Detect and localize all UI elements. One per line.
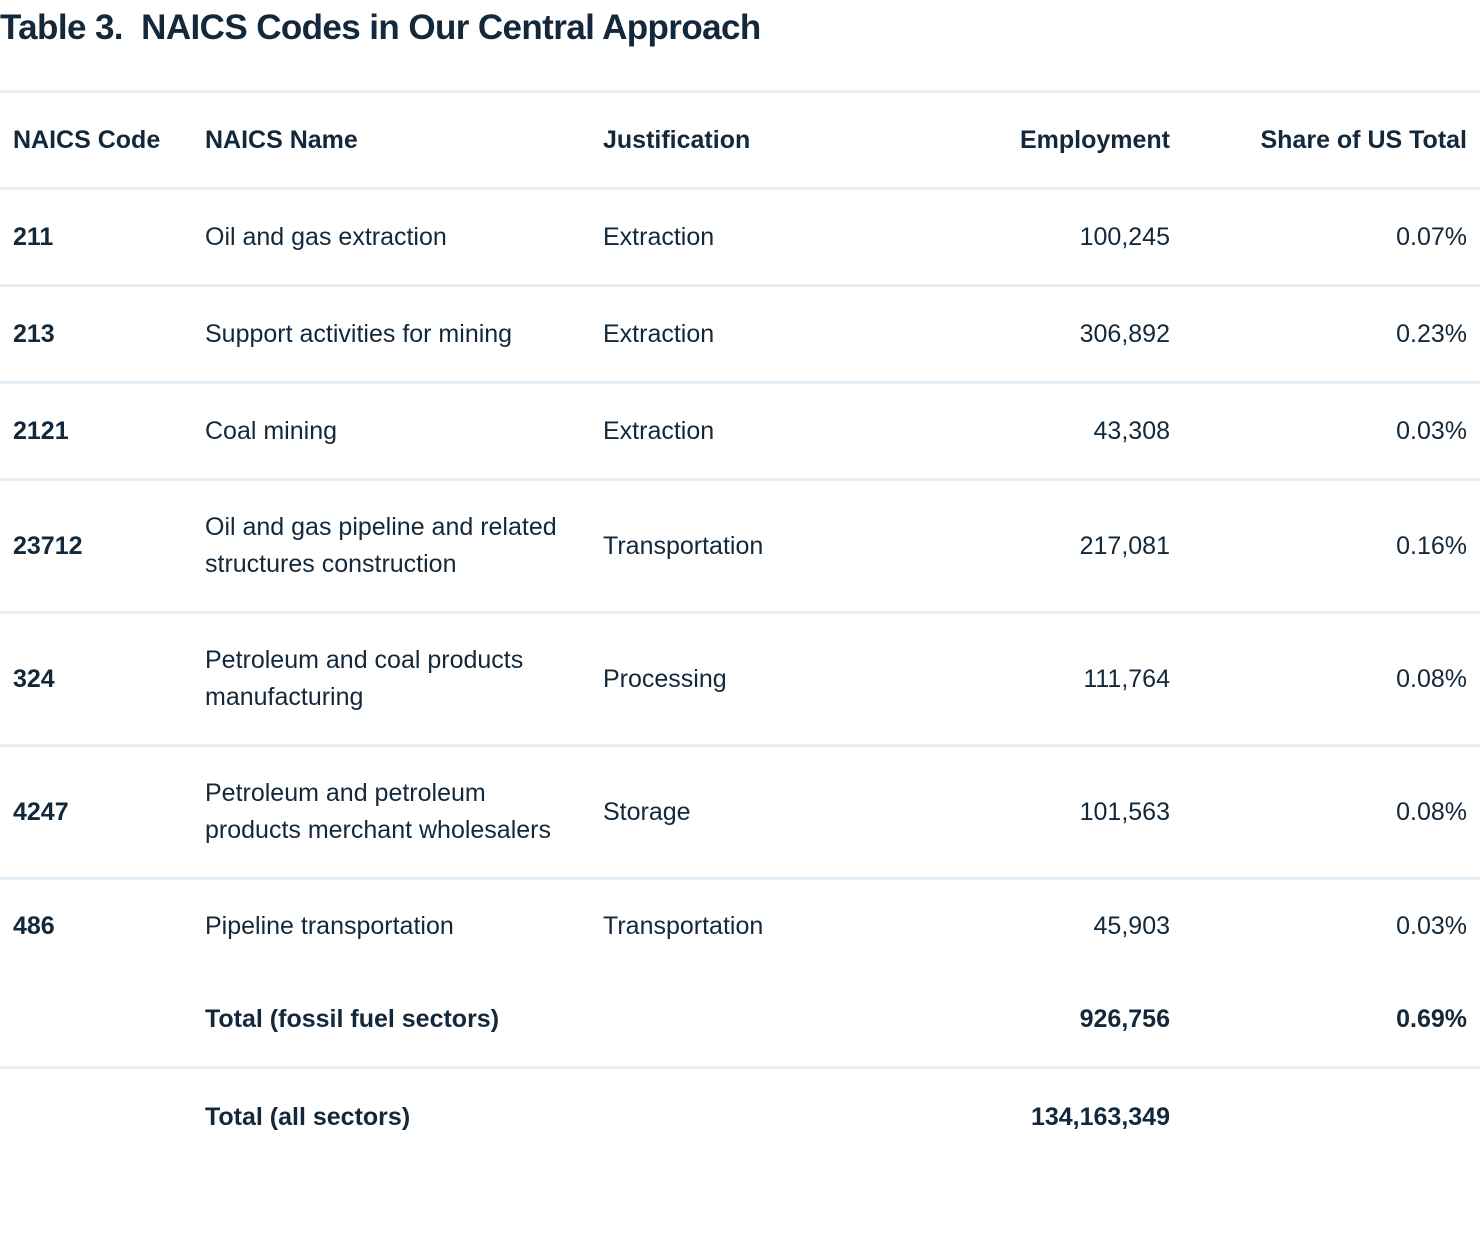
naics-name-cell: Petroleum and petroleum products merchant wholesalers xyxy=(205,746,603,879)
header-naics-name: NAICS Name xyxy=(205,92,603,189)
naics-name-cell: Pipeline transportation xyxy=(205,912,454,940)
header-employment: Employment xyxy=(903,92,1173,189)
empty-cell xyxy=(0,1068,205,1166)
table-row xyxy=(0,613,1480,746)
share-cell: 0.08% xyxy=(1173,613,1480,746)
justification-cell: Storage xyxy=(603,746,903,879)
naics-code-cell: 211 xyxy=(0,189,205,286)
empty-cell xyxy=(603,973,903,1068)
justification-cell: Extraction xyxy=(603,286,903,383)
naics-code-cell: 2121 xyxy=(0,383,205,480)
header-row xyxy=(0,92,1480,189)
naics-name-cell: Coal mining xyxy=(205,383,603,480)
share-cell: 0.03% xyxy=(1173,383,1480,480)
naics-name-cell: Oil and gas pipeline and related structures construction xyxy=(205,480,603,613)
justification-cell: Extraction xyxy=(603,383,903,480)
share-cell: 0.23% xyxy=(1173,286,1480,383)
employment-cell: 217,081 xyxy=(903,480,1173,613)
table-row xyxy=(0,746,1480,879)
total-fossil-share: 0.69% xyxy=(1173,973,1480,1068)
header-justification: Justification xyxy=(603,92,903,189)
employment-cell: 101,563 xyxy=(903,746,1173,879)
share-cell: 0.07% xyxy=(1173,189,1480,286)
naics-name-cell: Petroleum and coal products manufacturing xyxy=(205,613,603,746)
share-cell: 0.08% xyxy=(1173,746,1480,879)
justification-cell: Transportation xyxy=(603,912,764,940)
employment-cell: 43,308 xyxy=(903,383,1173,480)
justification-cell: Extraction xyxy=(603,189,903,286)
naics-code-cell: 324 xyxy=(0,613,205,746)
table-row xyxy=(0,286,1480,383)
naics-name-cell: Support activities for mining xyxy=(205,286,603,383)
justification-cell: Transportation xyxy=(603,480,903,613)
empty-cell xyxy=(0,973,205,1068)
employment-cell: 45,903 xyxy=(1093,912,1170,940)
share-cell: 0.03% xyxy=(1396,912,1467,940)
total-all-row xyxy=(0,1068,1480,1166)
table-row xyxy=(0,189,1480,286)
naics-code-cell: 213 xyxy=(0,286,205,383)
header-share: Share of US Total xyxy=(1173,92,1480,189)
share-cell: 0.16% xyxy=(1173,480,1480,613)
naics-code-cell: 23712 xyxy=(0,480,205,613)
table-row xyxy=(0,383,1480,480)
naics-code-cell: 4247 xyxy=(0,746,205,879)
naics-code-cell: 486 xyxy=(13,912,55,940)
table-row xyxy=(0,480,1480,613)
justification-cell: Processing xyxy=(603,613,903,746)
table-row xyxy=(0,879,1480,974)
employment-cell: 111,764 xyxy=(903,613,1173,746)
total-all-employment: 134,163,349 xyxy=(1030,1102,1170,1131)
naics-name-cell: Oil and gas extraction xyxy=(205,189,603,286)
total-fossil-label: Total (fossil fuel sectors) xyxy=(205,973,603,1068)
naics-table xyxy=(0,90,1480,1165)
total-fossil-employment: 926,756 xyxy=(903,973,1173,1068)
total-fossil-row xyxy=(0,973,1480,1068)
employment-cell: 100,245 xyxy=(903,189,1173,286)
empty-cell xyxy=(1173,1068,1480,1166)
total-all-label: Total (all sectors) xyxy=(205,1102,411,1131)
header-naics-code: NAICS Code xyxy=(0,92,205,189)
empty-cell xyxy=(603,1068,903,1166)
employment-cell: 306,892 xyxy=(903,286,1173,383)
table-title: Table 3. NAICS Codes in Our Central Approach xyxy=(0,8,761,47)
